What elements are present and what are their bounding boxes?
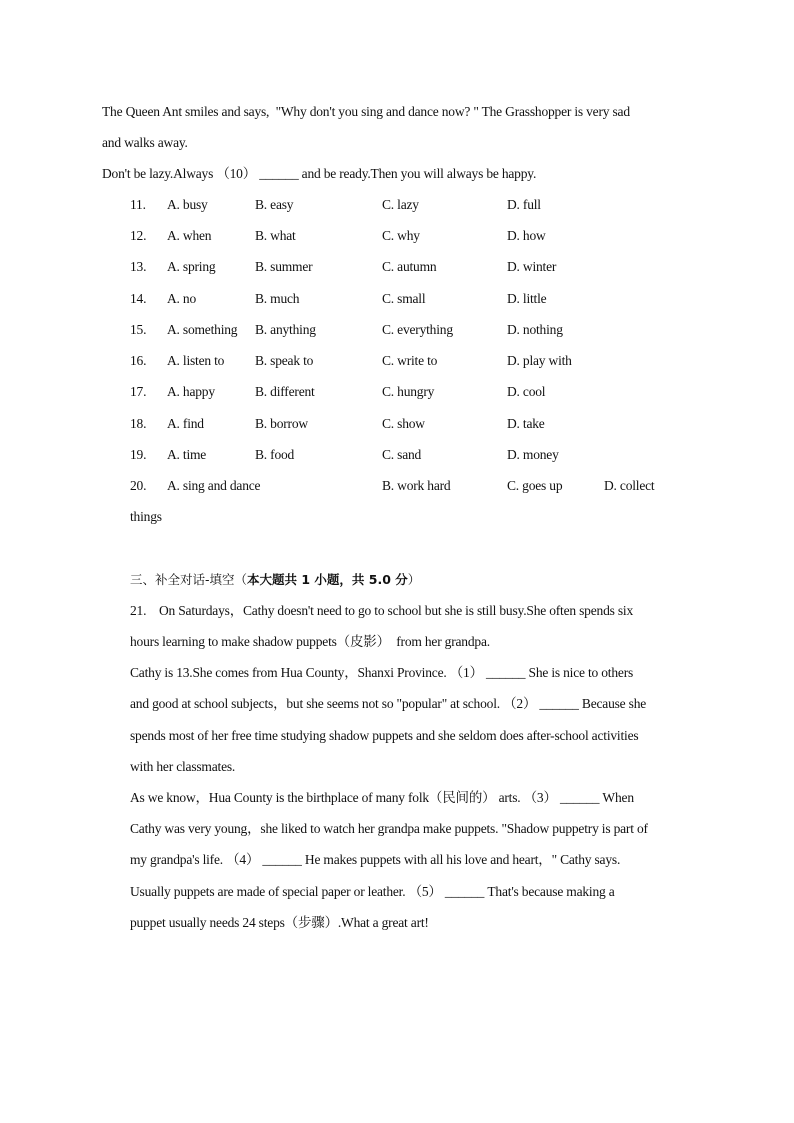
option-b: B. food xyxy=(255,447,295,462)
section-heading xyxy=(130,571,420,589)
option-a: A. spring xyxy=(167,259,216,274)
question-number: 13. xyxy=(130,259,147,274)
passage-line: Cathy is 13.She comes from Hua County，Shanxi Province. （1） ______ She is nice to others xyxy=(130,665,634,680)
option-a: A. time xyxy=(167,447,207,462)
passage-line: hours learning to make shadow puppets（皮影） from her grandpa. xyxy=(130,634,490,649)
option-d: D. cool xyxy=(507,384,546,399)
passage-line: with her classmates. xyxy=(130,759,236,774)
option-b: B. much xyxy=(255,291,300,306)
question-row xyxy=(130,477,730,495)
option-d: D. how xyxy=(507,228,546,243)
option-c: C. sand xyxy=(382,447,422,462)
question-row xyxy=(130,415,730,433)
passage-line: Usually puppets are made of special paper or leather. （5） ______ That's because making a xyxy=(130,884,615,899)
question-row xyxy=(130,227,730,245)
option-a: A. when xyxy=(167,228,212,243)
option-a: A. busy xyxy=(167,197,208,212)
passage-line: and walks away. xyxy=(102,135,188,150)
option-a: A. happy xyxy=(167,384,215,399)
question-row xyxy=(130,290,730,308)
option-c: C. everything xyxy=(382,322,453,337)
option-d: D. play with xyxy=(507,353,572,368)
option-b: B. easy xyxy=(255,197,294,212)
question-row xyxy=(130,352,730,370)
option-a: A. find xyxy=(167,416,204,431)
question-row xyxy=(130,383,730,401)
passage-line: Cathy was very young，she liked to watch her grandpa make puppets. "Shadow puppetry is part of xyxy=(130,821,648,836)
question-row xyxy=(130,258,730,276)
option-a: A. sing and dance xyxy=(167,478,261,493)
question-number: 19. xyxy=(130,447,147,462)
option-b: B. speak to xyxy=(255,353,314,368)
passage-line: 21. On Saturdays，Cathy doesn't need to go to school but she is still busy.She often spends six xyxy=(130,603,634,618)
option-c: C. autumn xyxy=(382,259,437,274)
option-c: C. hungry xyxy=(382,384,435,399)
option-b: B. anything xyxy=(255,322,316,337)
option-d: D. little xyxy=(507,291,547,306)
option-a: A. something xyxy=(167,322,238,337)
option-d-continuation: things xyxy=(130,509,162,524)
option-d: D. collect xyxy=(604,478,655,493)
question-number: 18. xyxy=(130,416,147,431)
question-row xyxy=(130,321,730,339)
option-c: C. write to xyxy=(382,353,438,368)
passage-line: spends most of her free time studying shadow puppets and she seldom does after-school activities xyxy=(130,728,639,743)
option-a: A. listen to xyxy=(167,353,225,368)
passage-line: The Queen Ant smiles and says, "Why don't you sing and dance now? " The Grasshopper is very sad xyxy=(102,104,630,119)
option-d: D. take xyxy=(507,416,545,431)
option-b: B. summer xyxy=(255,259,313,274)
passage-line: my grandpa's life. （4） ______ He makes puppets with all his love and heart，" Cathy says. xyxy=(130,852,621,867)
option-d: D. winter xyxy=(507,259,557,274)
question-row xyxy=(130,446,730,464)
option-a: A. no xyxy=(167,291,196,306)
option-c: C. small xyxy=(382,291,426,306)
option-d: D. full xyxy=(507,197,541,212)
question-number: 12. xyxy=(130,228,147,243)
section-heading-suffix: ） xyxy=(407,572,421,587)
option-d: D. money xyxy=(507,447,559,462)
passage-line: Don't be lazy.Always （10） ______ and be ready.Then you will always be happy. xyxy=(102,166,537,181)
option-c: C. why xyxy=(382,228,420,243)
question-number: 14. xyxy=(130,291,147,306)
question-number: 11. xyxy=(130,197,146,212)
section-heading-score: 本大题共 1 小题，共 5.0 分 xyxy=(247,572,408,587)
option-b: B. different xyxy=(255,384,315,399)
option-d: D. nothing xyxy=(507,322,563,337)
question-number: 17. xyxy=(130,384,147,399)
option-b: B. work hard xyxy=(382,478,451,493)
option-c: C. show xyxy=(382,416,425,431)
question-row xyxy=(130,196,730,214)
section-heading-prefix: 三、补全对话-填空（ xyxy=(130,572,248,587)
option-c: C. goes up xyxy=(507,478,563,493)
question-number: 20. xyxy=(130,478,147,493)
passage-line: and good at school subjects，but she seems not so "popular" at school. （2） ______ Because she xyxy=(130,696,647,711)
question-number: 15. xyxy=(130,322,147,337)
passage-line: As we know，Hua County is the birthplace of many folk（民间的） arts. （3） ______ When xyxy=(130,790,634,805)
option-c: C. lazy xyxy=(382,197,419,212)
passage-line: puppet usually needs 24 steps（步骤）.What a great art! xyxy=(130,915,429,930)
option-b: B. borrow xyxy=(255,416,308,431)
option-b: B. what xyxy=(255,228,296,243)
question-number: 16. xyxy=(130,353,147,368)
